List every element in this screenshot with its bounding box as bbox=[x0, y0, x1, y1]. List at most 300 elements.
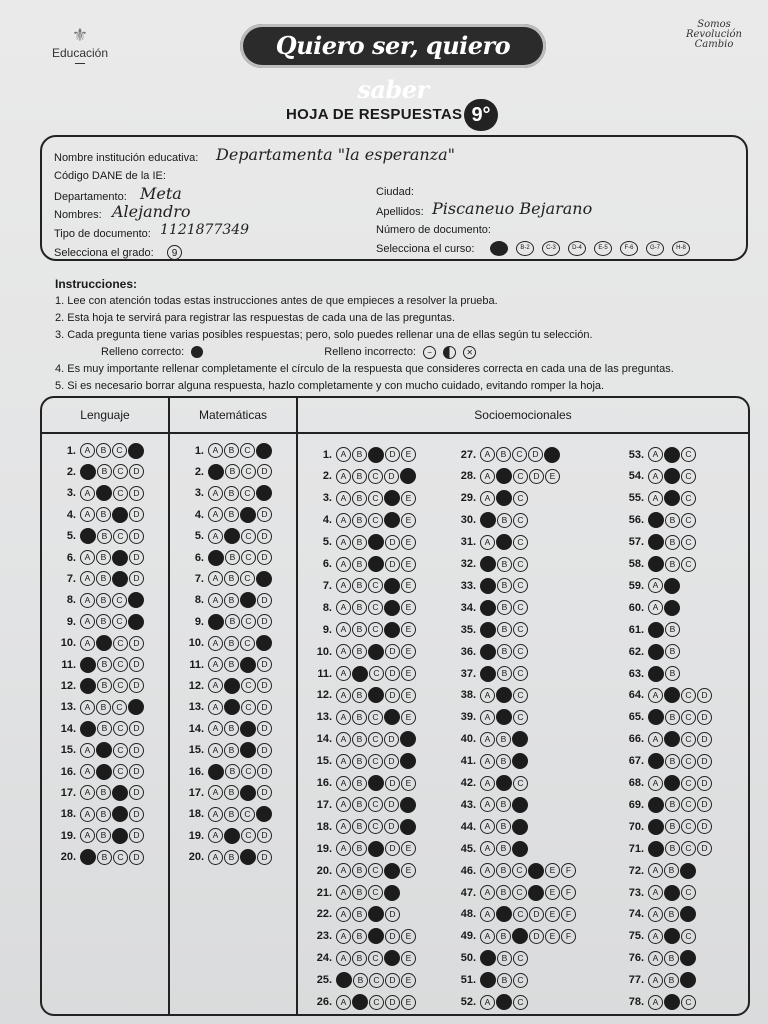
answer-bubble-e[interactable]: E bbox=[401, 644, 416, 659]
answer-bubble-c[interactable]: C bbox=[513, 469, 528, 484]
answer-bubble-c[interactable]: C bbox=[681, 841, 696, 856]
answer-bubble-c[interactable]: C bbox=[368, 710, 383, 725]
answer-bubble-c[interactable]: C bbox=[513, 666, 528, 681]
course-option-e-5[interactable]: E-5 bbox=[594, 241, 612, 256]
answer-bubble-d[interactable]: D bbox=[129, 785, 144, 800]
answer-bubble-d[interactable]: D bbox=[384, 754, 399, 769]
answer-bubble-a[interactable]: A bbox=[336, 644, 351, 659]
answer-bubble-d[interactable]: D bbox=[528, 863, 544, 879]
answer-bubble-a[interactable]: A bbox=[336, 776, 351, 791]
answer-bubble-a[interactable]: A bbox=[80, 636, 95, 651]
answer-bubble-d[interactable]: D bbox=[384, 578, 400, 594]
answer-bubble-e[interactable]: E bbox=[401, 995, 416, 1010]
answer-bubble-a[interactable]: A bbox=[480, 841, 495, 856]
answer-bubble-b[interactable]: B bbox=[497, 666, 512, 681]
answer-bubble-b[interactable]: B bbox=[352, 447, 367, 462]
answer-bubble-b[interactable]: B bbox=[665, 535, 680, 550]
answer-bubble-f[interactable]: F bbox=[561, 885, 576, 900]
answer-bubble-e[interactable]: E bbox=[401, 973, 416, 988]
answer-bubble-c[interactable]: C bbox=[241, 614, 256, 629]
answer-bubble-b[interactable]: B bbox=[225, 550, 240, 565]
answer-bubble-b[interactable]: B bbox=[664, 885, 680, 901]
answer-bubble-a[interactable]: A bbox=[336, 557, 351, 572]
answer-bubble-b[interactable]: B bbox=[96, 807, 111, 822]
answer-bubble-c[interactable]: C bbox=[368, 732, 383, 747]
answer-bubble-c[interactable]: C bbox=[241, 828, 256, 843]
answer-bubble-a[interactable]: A bbox=[648, 753, 664, 769]
answer-bubble-b[interactable]: B bbox=[352, 841, 367, 856]
answer-bubble-c[interactable]: C bbox=[513, 688, 528, 703]
answer-bubble-c[interactable]: C bbox=[513, 600, 528, 615]
answer-bubble-c[interactable]: C bbox=[368, 775, 384, 791]
answer-bubble-e[interactable]: E bbox=[400, 468, 416, 484]
answer-bubble-b[interactable]: B bbox=[224, 443, 239, 458]
answer-bubble-d[interactable]: D bbox=[129, 657, 144, 672]
answer-bubble-b[interactable]: B bbox=[664, 447, 680, 463]
answer-bubble-b[interactable]: B bbox=[352, 797, 367, 812]
answer-bubble-c[interactable]: C bbox=[368, 556, 384, 572]
answer-bubble-d[interactable]: D bbox=[529, 469, 544, 484]
answer-bubble-d[interactable]: D bbox=[129, 807, 144, 822]
answer-bubble-c[interactable]: C bbox=[368, 906, 384, 922]
answer-bubble-c[interactable]: C bbox=[513, 776, 528, 791]
answer-bubble-d[interactable]: D bbox=[385, 929, 400, 944]
answer-bubble-c[interactable]: C bbox=[241, 678, 256, 693]
answer-bubble-c[interactable]: C bbox=[513, 644, 528, 659]
answer-bubble-b[interactable]: B bbox=[496, 754, 511, 769]
answer-bubble-a[interactable]: A bbox=[336, 863, 351, 878]
answer-bubble-a[interactable]: A bbox=[648, 885, 663, 900]
answer-bubble-c[interactable]: C bbox=[512, 797, 528, 813]
answer-bubble-e[interactable]: E bbox=[400, 731, 416, 747]
answer-bubble-d[interactable]: D bbox=[257, 700, 272, 715]
answer-bubble-b[interactable]: B bbox=[352, 578, 367, 593]
answer-bubble-a[interactable]: A bbox=[336, 578, 351, 593]
answer-bubble-d[interactable]: D bbox=[384, 469, 399, 484]
answer-bubble-d[interactable]: D bbox=[384, 512, 400, 528]
answer-bubble-d[interactable]: D bbox=[528, 885, 544, 901]
answer-bubble-c[interactable]: C bbox=[112, 443, 127, 458]
answer-bubble-d[interactable]: D bbox=[129, 529, 144, 544]
answer-bubble-c[interactable]: C bbox=[512, 841, 528, 857]
answer-bubble-a[interactable]: A bbox=[208, 785, 223, 800]
answer-bubble-c[interactable]: C bbox=[368, 600, 383, 615]
answer-bubble-c[interactable]: C bbox=[241, 550, 256, 565]
answer-bubble-a[interactable]: A bbox=[80, 486, 95, 501]
answer-bubble-d[interactable]: D bbox=[384, 490, 400, 506]
answer-bubble-d[interactable]: D bbox=[384, 885, 400, 901]
answer-bubble-b[interactable]: B bbox=[352, 557, 367, 572]
answer-bubble-a[interactable]: A bbox=[648, 951, 663, 966]
answer-bubble-b[interactable]: B bbox=[224, 486, 239, 501]
answer-bubble-a[interactable]: A bbox=[648, 797, 664, 813]
answer-bubble-b[interactable]: B bbox=[97, 678, 112, 693]
answer-bubble-d[interactable]: D bbox=[256, 485, 272, 501]
answer-bubble-b[interactable]: B bbox=[352, 929, 367, 944]
answer-bubble-d[interactable]: D bbox=[257, 657, 272, 672]
answer-bubble-d[interactable]: D bbox=[257, 529, 272, 544]
answer-bubble-b[interactable]: B bbox=[352, 666, 368, 682]
answer-bubble-c[interactable]: C bbox=[512, 863, 527, 878]
answer-bubble-a[interactable]: A bbox=[480, 863, 495, 878]
answer-bubble-b[interactable]: B bbox=[496, 819, 511, 834]
answer-bubble-d[interactable]: D bbox=[257, 550, 272, 565]
answer-bubble-a[interactable]: A bbox=[336, 513, 351, 528]
answer-bubble-e[interactable]: E bbox=[545, 863, 560, 878]
answer-bubble-b[interactable]: B bbox=[496, 797, 511, 812]
answer-bubble-b[interactable]: B bbox=[352, 513, 367, 528]
answer-bubble-b[interactable]: B bbox=[497, 622, 512, 637]
answer-bubble-e[interactable]: E bbox=[545, 469, 560, 484]
answer-bubble-a[interactable]: A bbox=[208, 678, 223, 693]
answer-bubble-a[interactable]: A bbox=[208, 743, 223, 758]
answer-bubble-a[interactable]: A bbox=[648, 644, 664, 660]
answer-bubble-c[interactable]: C bbox=[113, 678, 128, 693]
answer-bubble-a[interactable]: A bbox=[208, 807, 223, 822]
answer-bubble-c[interactable]: C bbox=[368, 754, 383, 769]
answer-bubble-b[interactable]: B bbox=[224, 657, 239, 672]
answer-bubble-c[interactable]: C bbox=[681, 469, 696, 484]
answer-bubble-e[interactable]: E bbox=[401, 491, 416, 506]
answer-bubble-a[interactable]: A bbox=[648, 622, 664, 638]
answer-bubble-d[interactable]: D bbox=[697, 688, 712, 703]
answer-bubble-d[interactable]: D bbox=[384, 863, 400, 879]
doc-type-value[interactable]: 1121877349 bbox=[160, 222, 250, 238]
answer-bubble-c[interactable]: C bbox=[681, 447, 696, 462]
answer-bubble-b[interactable]: B bbox=[352, 622, 367, 637]
answer-bubble-b[interactable]: B bbox=[496, 863, 511, 878]
answer-bubble-b[interactable]: B bbox=[664, 928, 680, 944]
answer-bubble-d[interactable]: D bbox=[129, 571, 144, 586]
answer-bubble-a[interactable]: A bbox=[648, 666, 664, 682]
answer-bubble-b[interactable]: B bbox=[496, 447, 511, 462]
answer-bubble-b[interactable]: B bbox=[496, 929, 511, 944]
answer-bubble-b[interactable]: B bbox=[665, 622, 680, 637]
answer-bubble-b[interactable]: B bbox=[664, 994, 680, 1010]
answer-bubble-d[interactable]: D bbox=[257, 507, 272, 522]
answer-bubble-e[interactable]: E bbox=[401, 688, 416, 703]
answer-bubble-b[interactable]: B bbox=[664, 731, 680, 747]
answer-bubble-a[interactable]: A bbox=[336, 929, 351, 944]
answer-bubble-a[interactable]: A bbox=[648, 534, 664, 550]
answer-bubble-b[interactable]: B bbox=[224, 785, 239, 800]
answer-bubble-e[interactable]: E bbox=[400, 819, 416, 835]
answer-bubble-b[interactable]: B bbox=[496, 732, 511, 747]
answer-bubble-b[interactable]: B bbox=[96, 571, 111, 586]
answer-bubble-a[interactable]: A bbox=[648, 995, 663, 1010]
answer-bubble-a[interactable]: A bbox=[336, 754, 351, 769]
answer-bubble-a[interactable]: A bbox=[480, 797, 495, 812]
answer-bubble-b[interactable]: B bbox=[664, 951, 679, 966]
answer-bubble-c[interactable]: C bbox=[368, 951, 383, 966]
answer-bubble-d[interactable]: D bbox=[129, 850, 144, 865]
answer-bubble-c[interactable]: C bbox=[681, 995, 696, 1010]
answer-bubble-c[interactable]: C bbox=[680, 950, 696, 966]
answer-bubble-b[interactable]: B bbox=[96, 700, 111, 715]
answer-bubble-b[interactable]: B bbox=[497, 951, 512, 966]
answer-bubble-a[interactable]: A bbox=[336, 841, 351, 856]
answer-bubble-b[interactable]: B bbox=[497, 513, 512, 528]
answer-bubble-e[interactable]: E bbox=[401, 841, 416, 856]
answer-bubble-a[interactable]: A bbox=[480, 907, 495, 922]
answer-bubble-b[interactable]: B bbox=[96, 828, 111, 843]
answer-bubble-d[interactable]: D bbox=[128, 443, 144, 459]
answer-bubble-c[interactable]: C bbox=[681, 491, 696, 506]
answer-bubble-a[interactable]: A bbox=[480, 622, 496, 638]
answer-bubble-a[interactable]: A bbox=[648, 447, 663, 462]
answer-bubble-b[interactable]: B bbox=[665, 710, 680, 725]
grade-circle[interactable]: 9 bbox=[167, 245, 182, 260]
answer-bubble-c[interactable]: C bbox=[112, 614, 127, 629]
answer-bubble-b[interactable]: B bbox=[496, 709, 512, 725]
answer-bubble-c[interactable]: C bbox=[241, 700, 256, 715]
answer-bubble-b[interactable]: B bbox=[96, 742, 112, 758]
answer-bubble-a[interactable]: A bbox=[80, 528, 96, 544]
answer-bubble-c[interactable]: C bbox=[240, 742, 256, 758]
answer-bubble-a[interactable]: A bbox=[80, 507, 95, 522]
answer-bubble-c[interactable]: C bbox=[241, 464, 256, 479]
answer-bubble-c[interactable]: C bbox=[113, 529, 128, 544]
answer-bubble-b[interactable]: B bbox=[352, 819, 367, 834]
answer-bubble-c[interactable]: C bbox=[681, 929, 696, 944]
answer-bubble-a[interactable]: A bbox=[480, 491, 495, 506]
answer-bubble-a[interactable]: A bbox=[208, 529, 223, 544]
answer-bubble-c[interactable]: C bbox=[681, 732, 696, 747]
answer-bubble-c[interactable]: C bbox=[512, 885, 527, 900]
answer-bubble-c[interactable]: C bbox=[368, 578, 383, 593]
answer-bubble-c[interactable]: C bbox=[241, 529, 256, 544]
answer-bubble-d[interactable]: D bbox=[257, 464, 272, 479]
answer-bubble-d[interactable]: D bbox=[697, 754, 712, 769]
answer-bubble-d[interactable]: D bbox=[257, 593, 272, 608]
answer-bubble-b[interactable]: B bbox=[224, 571, 239, 586]
answer-bubble-d[interactable]: D bbox=[256, 635, 272, 651]
answer-bubble-c[interactable]: C bbox=[113, 850, 128, 865]
answer-bubble-c[interactable]: C bbox=[680, 906, 696, 922]
answer-bubble-a[interactable]: A bbox=[80, 593, 95, 608]
answer-bubble-d[interactable]: D bbox=[256, 571, 272, 587]
answer-bubble-d[interactable]: D bbox=[128, 699, 144, 715]
answer-bubble-d[interactable]: D bbox=[697, 841, 712, 856]
answer-bubble-c[interactable]: C bbox=[240, 721, 256, 737]
answer-bubble-a[interactable]: A bbox=[648, 907, 663, 922]
answer-bubble-e[interactable]: E bbox=[545, 885, 560, 900]
answer-bubble-d[interactable]: D bbox=[257, 614, 272, 629]
answer-bubble-c[interactable]: C bbox=[240, 592, 256, 608]
answer-bubble-c[interactable]: C bbox=[513, 995, 528, 1010]
answer-bubble-c[interactable]: C bbox=[512, 753, 528, 769]
answer-bubble-c[interactable]: C bbox=[368, 491, 383, 506]
answer-bubble-c[interactable]: C bbox=[368, 841, 384, 857]
answer-bubble-b[interactable]: B bbox=[96, 443, 111, 458]
answer-bubble-d[interactable]: D bbox=[129, 464, 144, 479]
answer-bubble-d[interactable]: D bbox=[256, 443, 272, 459]
answer-bubble-a[interactable]: A bbox=[80, 849, 96, 865]
answer-bubble-b[interactable]: B bbox=[224, 828, 240, 844]
answer-bubble-a[interactable]: A bbox=[480, 644, 496, 660]
answer-bubble-c[interactable]: C bbox=[240, 486, 255, 501]
surnames-value[interactable]: Piscaneuo Bejarano bbox=[432, 199, 593, 218]
institution-value[interactable]: Departamenta "la esperanza" bbox=[216, 145, 456, 164]
answer-bubble-b[interactable]: B bbox=[664, 490, 680, 506]
answer-bubble-a[interactable]: A bbox=[336, 622, 351, 637]
answer-bubble-b[interactable]: B bbox=[496, 534, 512, 550]
answer-bubble-d[interactable]: D bbox=[385, 907, 400, 922]
answer-bubble-d[interactable]: D bbox=[129, 486, 144, 501]
answer-bubble-e[interactable]: E bbox=[401, 622, 416, 637]
answer-bubble-e[interactable]: E bbox=[401, 600, 416, 615]
answer-bubble-a[interactable]: A bbox=[480, 732, 495, 747]
answer-bubble-c[interactable]: C bbox=[513, 535, 528, 550]
answer-bubble-d[interactable]: D bbox=[528, 447, 543, 462]
answer-bubble-b[interactable]: B bbox=[352, 994, 368, 1010]
answer-bubble-a[interactable]: A bbox=[80, 657, 96, 673]
answer-bubble-b[interactable]: B bbox=[97, 529, 112, 544]
answer-bubble-e[interactable]: E bbox=[401, 776, 416, 791]
course-option-d-4[interactable]: D-4 bbox=[568, 241, 586, 256]
answer-bubble-e[interactable]: E bbox=[401, 578, 416, 593]
answer-bubble-a[interactable]: A bbox=[208, 850, 223, 865]
answer-bubble-a[interactable]: A bbox=[480, 819, 495, 834]
course-option-b-1[interactable]: B-1 bbox=[490, 241, 508, 256]
answer-bubble-c[interactable]: C bbox=[368, 622, 383, 637]
answer-bubble-b[interactable]: B bbox=[664, 578, 680, 594]
answer-bubble-b[interactable]: B bbox=[496, 841, 511, 856]
answer-bubble-c[interactable]: C bbox=[681, 710, 696, 725]
answer-bubble-c[interactable]: C bbox=[681, 513, 696, 528]
answer-bubble-a[interactable]: A bbox=[480, 972, 496, 988]
course-option-g-7[interactable]: G-7 bbox=[646, 241, 664, 256]
answer-bubble-d[interactable]: D bbox=[384, 600, 400, 616]
answer-bubble-c[interactable]: C bbox=[240, 507, 256, 523]
answer-bubble-d[interactable]: D bbox=[129, 678, 144, 693]
answer-bubble-b[interactable]: B bbox=[97, 721, 112, 736]
answer-bubble-d[interactable]: D bbox=[384, 950, 400, 966]
answer-bubble-d[interactable]: D bbox=[129, 743, 144, 758]
answer-bubble-c[interactable]: C bbox=[681, 776, 696, 791]
answer-bubble-a[interactable]: A bbox=[80, 807, 95, 822]
answer-bubble-d[interactable]: D bbox=[385, 995, 400, 1010]
answer-bubble-b[interactable]: B bbox=[224, 636, 239, 651]
answer-bubble-d[interactable]: D bbox=[257, 850, 272, 865]
answer-bubble-a[interactable]: A bbox=[208, 571, 223, 586]
answer-bubble-b[interactable]: B bbox=[496, 885, 511, 900]
answer-bubble-d[interactable]: D bbox=[529, 929, 544, 944]
answer-bubble-a[interactable]: A bbox=[208, 764, 224, 780]
answer-bubble-b[interactable]: B bbox=[496, 468, 512, 484]
answer-bubble-a[interactable]: A bbox=[208, 700, 223, 715]
answer-bubble-b[interactable]: B bbox=[224, 699, 240, 715]
answer-bubble-a[interactable]: A bbox=[80, 828, 95, 843]
answer-bubble-f[interactable]: F bbox=[561, 907, 576, 922]
answer-bubble-d[interactable]: D bbox=[129, 721, 144, 736]
answer-bubble-d[interactable]: D bbox=[257, 678, 272, 693]
answer-bubble-e[interactable]: E bbox=[545, 929, 560, 944]
answer-bubble-d[interactable]: D bbox=[385, 688, 400, 703]
answer-bubble-a[interactable]: A bbox=[208, 464, 224, 480]
answer-bubble-c[interactable]: C bbox=[240, 443, 255, 458]
answer-bubble-c[interactable]: C bbox=[368, 687, 384, 703]
answer-bubble-c[interactable]: C bbox=[512, 928, 528, 944]
answer-bubble-c[interactable]: C bbox=[368, 863, 383, 878]
answer-bubble-b[interactable]: B bbox=[97, 657, 112, 672]
answer-bubble-b[interactable]: B bbox=[497, 600, 512, 615]
answer-bubble-c[interactable]: C bbox=[680, 863, 696, 879]
answer-bubble-d[interactable]: D bbox=[385, 666, 400, 681]
answer-bubble-b[interactable]: B bbox=[96, 507, 111, 522]
answer-bubble-c[interactable]: C bbox=[112, 806, 128, 822]
answer-bubble-c[interactable]: C bbox=[368, 928, 384, 944]
answer-bubble-b[interactable]: B bbox=[665, 797, 680, 812]
answer-bubble-b[interactable]: B bbox=[665, 666, 680, 681]
answer-bubble-d[interactable]: D bbox=[384, 732, 399, 747]
answer-bubble-b[interactable]: B bbox=[96, 550, 111, 565]
answer-bubble-e[interactable]: E bbox=[401, 710, 416, 725]
answer-bubble-d[interactable]: D bbox=[697, 797, 712, 812]
answer-bubble-b[interactable]: B bbox=[96, 593, 111, 608]
answer-bubble-c[interactable]: C bbox=[112, 507, 128, 523]
answer-bubble-b[interactable]: B bbox=[496, 687, 512, 703]
answer-bubble-a[interactable]: A bbox=[336, 907, 351, 922]
answer-bubble-c[interactable]: C bbox=[512, 731, 528, 747]
answer-bubble-a[interactable]: A bbox=[648, 819, 664, 835]
answer-bubble-b[interactable]: B bbox=[224, 678, 240, 694]
answer-bubble-c[interactable]: C bbox=[113, 636, 128, 651]
answer-bubble-a[interactable]: A bbox=[648, 973, 663, 988]
answer-bubble-d[interactable]: D bbox=[385, 557, 400, 572]
answer-bubble-d[interactable]: D bbox=[257, 764, 272, 779]
answer-bubble-d[interactable]: D bbox=[697, 732, 712, 747]
answer-bubble-b[interactable]: B bbox=[352, 776, 367, 791]
answer-bubble-d[interactable]: D bbox=[384, 622, 400, 638]
answer-bubble-a[interactable]: A bbox=[648, 600, 663, 615]
answer-bubble-c[interactable]: C bbox=[513, 973, 528, 988]
answer-bubble-a[interactable]: A bbox=[336, 447, 351, 462]
answer-bubble-a[interactable]: A bbox=[648, 929, 663, 944]
answer-bubble-a[interactable]: A bbox=[336, 797, 351, 812]
answer-bubble-e[interactable]: E bbox=[401, 951, 416, 966]
answer-bubble-b[interactable]: B bbox=[664, 687, 680, 703]
answer-bubble-a[interactable]: A bbox=[480, 666, 496, 682]
answer-bubble-c[interactable]: C bbox=[368, 447, 384, 463]
answer-bubble-e[interactable]: E bbox=[401, 513, 416, 528]
answer-bubble-a[interactable]: A bbox=[80, 571, 95, 586]
course-option-h-8[interactable]: H-8 bbox=[672, 241, 690, 256]
answer-bubble-c[interactable]: C bbox=[681, 535, 696, 550]
answer-bubble-c[interactable]: C bbox=[240, 657, 256, 673]
answer-bubble-b[interactable]: B bbox=[352, 732, 367, 747]
answer-bubble-e[interactable]: E bbox=[545, 907, 560, 922]
answer-bubble-a[interactable]: A bbox=[648, 688, 663, 703]
answer-bubble-a[interactable]: A bbox=[480, 754, 495, 769]
answer-bubble-b[interactable]: B bbox=[97, 464, 112, 479]
answer-bubble-a[interactable]: A bbox=[80, 464, 96, 480]
answer-bubble-b[interactable]: B bbox=[224, 743, 239, 758]
answer-bubble-c[interactable]: C bbox=[112, 828, 128, 844]
answer-bubble-c[interactable]: C bbox=[513, 710, 528, 725]
answer-bubble-b[interactable]: B bbox=[352, 754, 367, 769]
answer-bubble-c[interactable]: C bbox=[113, 486, 128, 501]
answer-bubble-d[interactable]: D bbox=[257, 785, 272, 800]
answer-bubble-a[interactable]: A bbox=[80, 550, 95, 565]
answer-bubble-a[interactable]: A bbox=[648, 776, 663, 791]
answer-bubble-d[interactable]: D bbox=[385, 644, 400, 659]
answer-bubble-e[interactable]: E bbox=[401, 535, 416, 550]
answer-bubble-c[interactable]: C bbox=[113, 743, 128, 758]
answer-bubble-a[interactable]: A bbox=[480, 688, 495, 703]
answer-bubble-e[interactable]: E bbox=[400, 753, 416, 769]
answer-bubble-a[interactable]: A bbox=[480, 776, 495, 791]
